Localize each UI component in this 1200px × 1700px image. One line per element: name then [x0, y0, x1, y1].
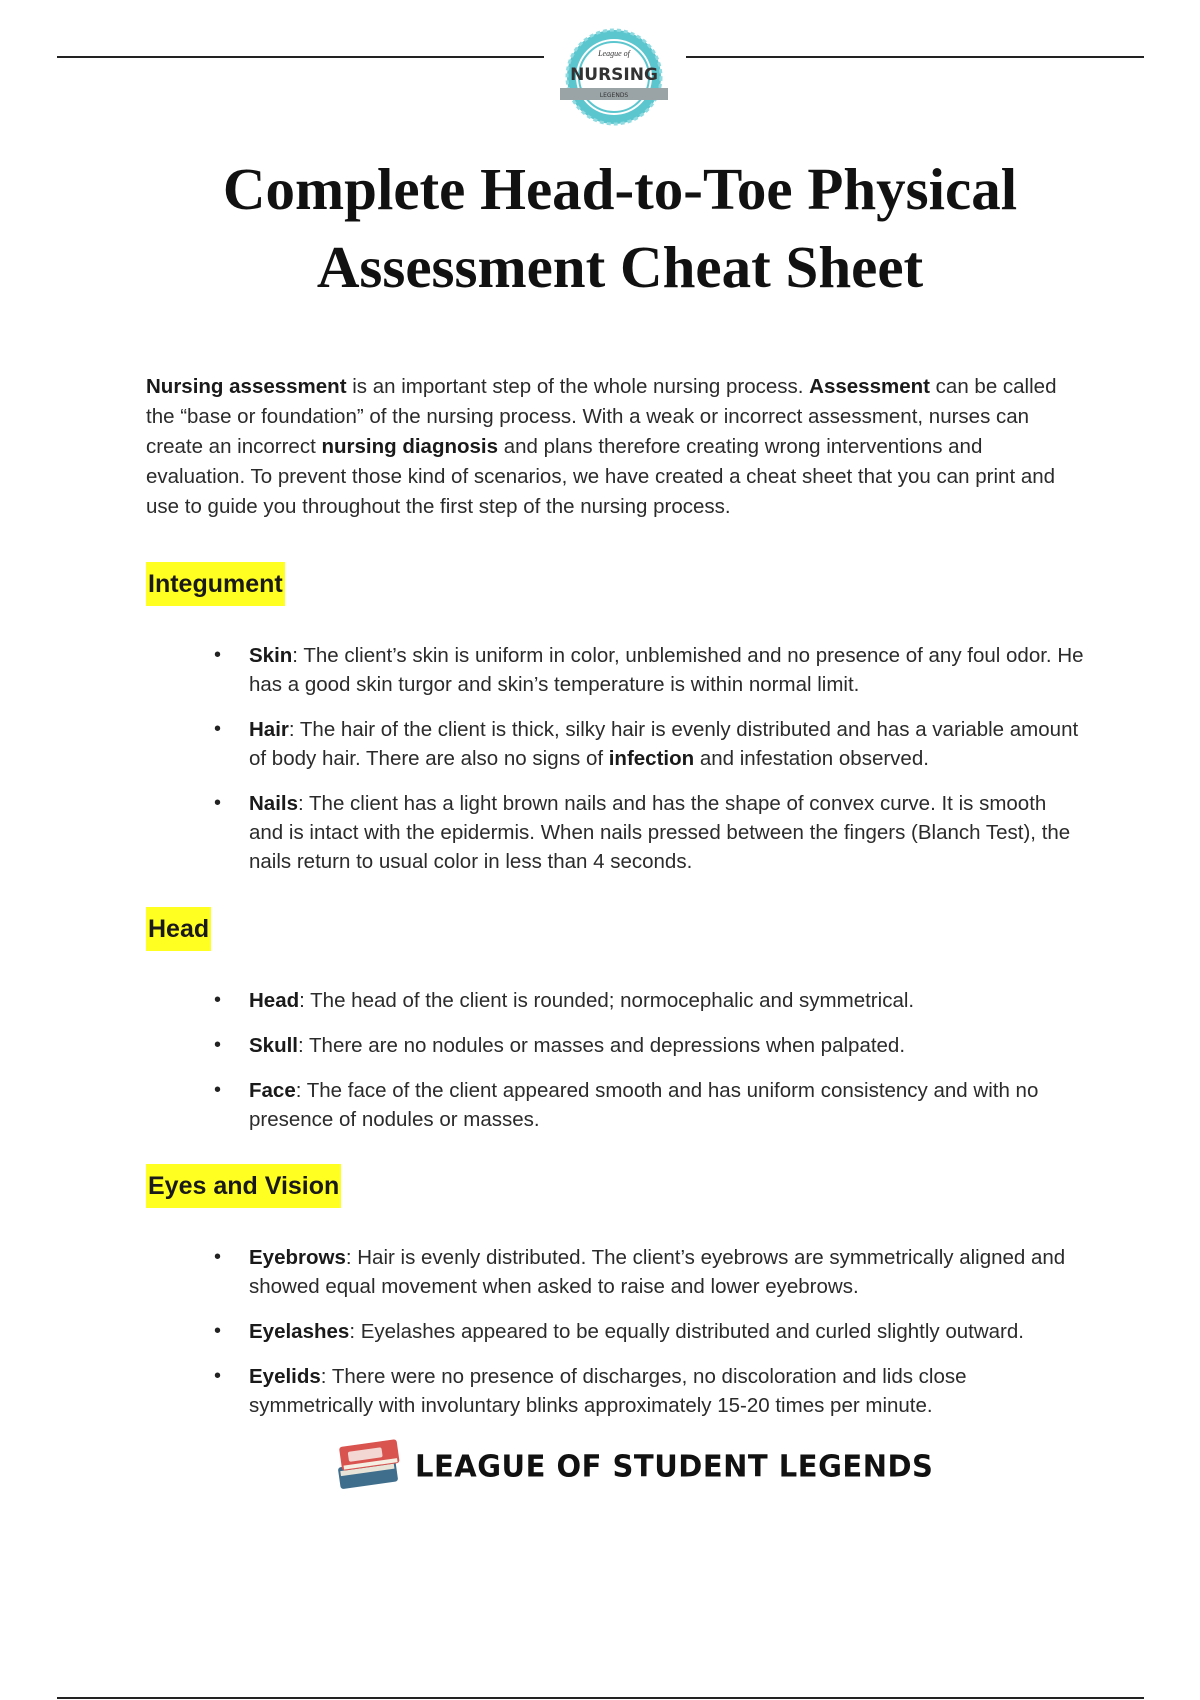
bullet-icon: •	[214, 1034, 222, 1056]
item-text-end: and infestation observed.	[694, 747, 929, 770]
item-text: : There were no presence of discharges, no discoloration and lids close symmetrically with involuntary blinks approximately 15-20 times per minute.	[249, 1365, 967, 1417]
item-term: Eyelashes	[249, 1320, 350, 1343]
page-title	[0, 150, 1200, 306]
bullet-icon: •	[214, 718, 222, 740]
eyes-list	[146, 1243, 1086, 1420]
section-eyes-and-vision	[146, 1164, 1086, 1420]
book-stack-icon	[330, 1437, 410, 1497]
page-title-line-1: Complete Head-to-Toe Physical	[222, 156, 1018, 222]
item-term: Nails	[249, 792, 298, 815]
item-text: : Eyelashes appeared to be equally distributed and curled slightly outward.	[349, 1320, 1024, 1343]
item-term: Skull	[249, 1034, 298, 1057]
bullet-icon: •	[214, 1365, 222, 1387]
section-head	[146, 907, 1086, 1134]
nursing-legends-badge-icon	[556, 25, 672, 130]
item-text: : There are no nodules or masses and depressions when palpated.	[298, 1034, 906, 1057]
bullet-icon: •	[214, 1246, 222, 1268]
list-item	[146, 641, 1086, 699]
list-item	[146, 1317, 1086, 1346]
head-list	[146, 986, 1086, 1134]
section-heading-eyes-and-vision: Eyes and Vision	[146, 1164, 341, 1208]
header-rule-left	[57, 56, 544, 58]
item-term: Face	[249, 1079, 296, 1102]
intro-bold-nursing-diagnosis: nursing diagnosis	[321, 435, 499, 458]
item-term: Eyelids	[249, 1365, 321, 1388]
item-term: Eyebrows	[249, 1246, 346, 1269]
item-text: : The head of the client is rounded; normocephalic and symmetrical.	[299, 989, 915, 1012]
bullet-icon: •	[214, 1320, 222, 1342]
footer-brand-text: LEAGUE OF STUDENT LEGENDS	[415, 1448, 934, 1484]
header-rule-right	[686, 56, 1144, 58]
section-heading-integument: Integument	[146, 562, 285, 606]
bullet-icon: •	[214, 644, 222, 666]
logo-main-text: NURSING	[570, 65, 658, 85]
intro-bold-assessment: Assessment	[809, 375, 930, 398]
intro-paragraph: Nursing assessment is an important step of the whole nursing process. Assessment can be called the “base or foundation” of the nursing process. With a weak or incorrect assessment, nurses can create an incorrect nursing diagnosis and plans therefore creating wrong interventions and evaluation. To prevent those kind of scenarios, we have created a cheat sheet that you can print and use to guide you throughout the first step of the nursing process.	[146, 375, 1057, 518]
list-item	[146, 1243, 1086, 1301]
list-item	[146, 1031, 1086, 1060]
item-text: : The hair of the client is thick, silky hair is evenly distributed and has a variable amount of body hair. There are also no signs of	[249, 718, 1079, 770]
footer-rule	[57, 1697, 1144, 1699]
item-term: Head	[249, 989, 300, 1012]
bullet-icon: •	[214, 989, 222, 1011]
logo-top-text: League of	[598, 49, 630, 58]
list-item	[146, 715, 1086, 773]
item-text: : The client has a light brown nails and has the shape of convex curve. It is smooth and is intact with the epidermis. When nails pressed between the fingers (Blanch Test), the nails return to usual color in less than 4 seconds.	[249, 792, 1071, 873]
section-integument	[146, 562, 1086, 876]
item-term: Hair	[249, 718, 289, 741]
list-item	[146, 789, 1086, 876]
list-item	[146, 1076, 1086, 1134]
list-item	[146, 1362, 1086, 1420]
item-text: : The face of the client appeared smooth and has uniform consistency and with no presence of nodules or masses.	[249, 1079, 1039, 1131]
list-item	[146, 986, 1086, 1015]
nursing-legends-logo	[556, 25, 672, 130]
intro-bold-nursing-assessment: Nursing assessment	[146, 375, 347, 398]
league-of-student-legends-logo	[330, 1437, 934, 1497]
integument-list	[146, 641, 1086, 876]
item-text: : Hair is evenly distributed. The client’s eyebrows are symmetrically aligned and showed equal movement when asked to raise and lower eyebrows.	[249, 1246, 1066, 1298]
page-title-line-2: Assessment Cheat Sheet	[316, 234, 924, 300]
item-term: Skin	[249, 644, 293, 667]
bullet-icon: •	[214, 1079, 222, 1101]
section-heading-head: Head	[146, 907, 211, 951]
logo-bottom-text: LEGENDS	[599, 92, 629, 99]
item-bold-infection: infection	[608, 747, 695, 770]
bullet-icon: •	[214, 792, 222, 814]
item-text: : The client’s skin is uniform in color, unblemished and no presence of any foul odor. He has a good skin turgor and skin’s temperature is within normal limit.	[249, 644, 1084, 696]
